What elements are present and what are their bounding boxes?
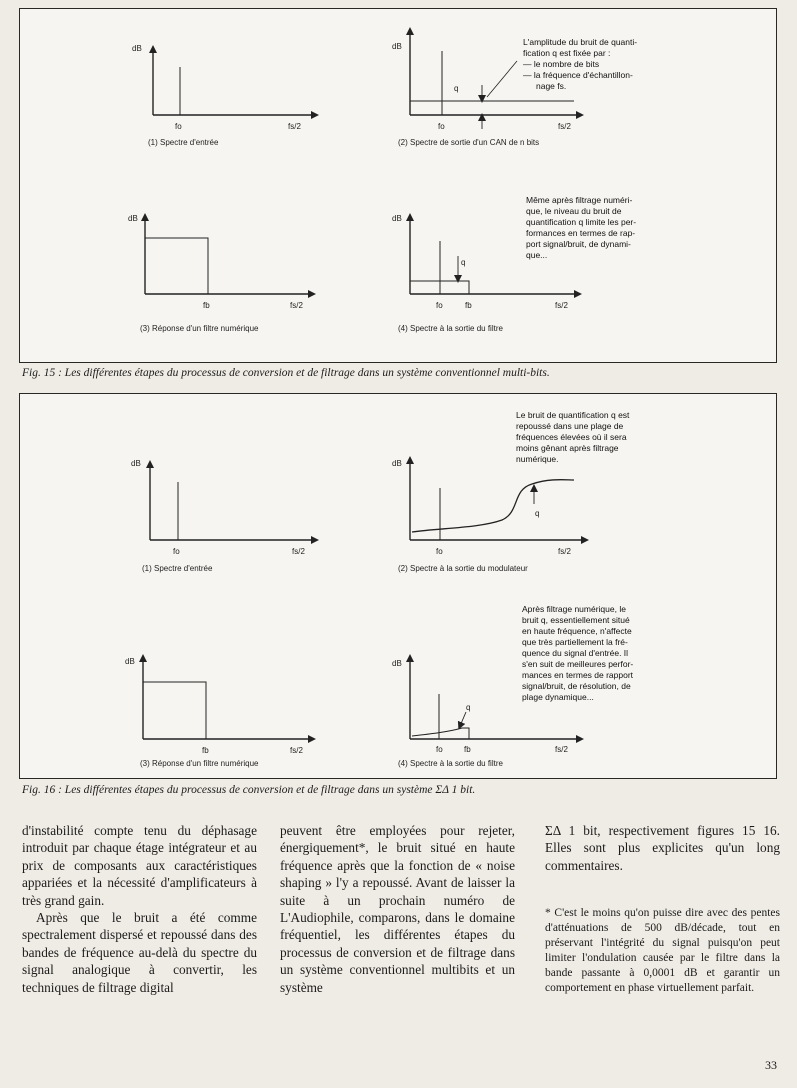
- note-line: numérique.: [516, 454, 559, 464]
- figure-15-diagram: [20, 9, 776, 362]
- note-line: nage fs.: [536, 81, 567, 91]
- panel-caption: (1) Spectre d'entrée: [142, 564, 213, 573]
- figure-15-caption: Fig. 15 : Les différentes étapes du processus de conversion et de filtrage dans un système conventionnel multi-bits.: [22, 367, 550, 379]
- fig16-panel-3: [125, 657, 312, 768]
- note-line: moins gênant après filtrage: [516, 443, 619, 453]
- filter-response: [143, 682, 206, 739]
- y-axis-label: dB: [392, 659, 402, 668]
- note-line: que très partiellement la fré-: [522, 637, 628, 647]
- tick-fo: fo: [436, 745, 443, 754]
- tick-fs2: fs/2: [558, 122, 571, 131]
- annotation-note: [522, 604, 634, 702]
- panel-caption: (2) Spectre à la sortie du modulateur: [398, 564, 528, 573]
- note-line: quantification q limite les per-: [526, 217, 637, 227]
- text-column-3: [545, 822, 780, 996]
- note-line: que...: [526, 250, 548, 260]
- annotation-note: [516, 410, 630, 464]
- panel-caption: (3) Réponse d'un filtre numérique: [140, 324, 259, 333]
- footnote: * C'est le moins qu'on puisse dire avec des pentes d'atténuations de 500 dB/décade, tout en préservant l'intégrité du signal puisqu'on peut limiter l'ondulation causée par le filtre dans la bande passante à 0,0001 dB et garantir un comportement en phase virtuellement parfait.: [545, 907, 780, 995]
- tick-fo: fo: [438, 122, 445, 131]
- tick-fo: fo: [175, 122, 182, 131]
- y-axis-label: dB: [128, 214, 138, 223]
- note-line: bruit q, essentiellement situé: [522, 615, 630, 625]
- note-line: mances en termes de rapport: [522, 670, 634, 680]
- paragraph: Après que le bruit a été comme spectralement dispersé et repoussé dans des bandes de fréquence au-delà du spectre du signal analogique à convertir, les techniques de filtrage digital: [22, 910, 257, 995]
- tick-fs2: fs/2: [558, 547, 571, 556]
- fig16-panel-4: [392, 604, 634, 768]
- tick-fo: fo: [173, 547, 180, 556]
- note-line: formances en termes de rap-: [526, 228, 636, 238]
- q-label: q: [535, 509, 540, 518]
- fig15-panel-3: [128, 214, 312, 333]
- filtered-noise: [412, 728, 469, 739]
- y-axis-label: dB: [392, 459, 402, 468]
- figure-16-caption: Fig. 16 : Les différentes étapes du processus de conversion et de filtrage dans un système ΣΔ 1 bit.: [22, 784, 476, 796]
- note-line: port signal/bruit, de dynami-: [526, 239, 631, 249]
- shaped-noise-curve: [412, 480, 574, 532]
- q-arrow: [460, 712, 466, 726]
- panel-caption: (1) Spectre d'entrée: [148, 138, 219, 147]
- y-axis-label: dB: [392, 214, 402, 223]
- paragraph: peuvent être employées pour rejeter, énergiquement*, le bruit situé en haute fréquence après que la fonction de « noise shaping » l'y a repoussé. Avant de laisser la suite à un prochain numéro de L'Audiophile, comparons, dans le domaine fréquentiel, les différentes étapes du processus de conversion et de filtrage dans un système conventionnel multibits et un système: [280, 823, 515, 995]
- figure-15: [19, 8, 777, 363]
- note-line: L'amplitude du bruit de quanti-: [523, 37, 638, 47]
- fig16-panel-1: [131, 459, 315, 573]
- tick-fs2: fs/2: [292, 547, 305, 556]
- tick-fb: fb: [465, 301, 472, 310]
- tick-fb: fb: [203, 301, 210, 310]
- fig15-panel-2: [392, 31, 637, 147]
- filter-response: [145, 238, 208, 294]
- paragraph: d'instabilité compte tenu du déphasage introduit par chaque étage intégrateur et au prix de composants aux caractéristiques appariées et la nécessité d'amplificateurs à très grand gain.: [22, 823, 257, 908]
- y-axis-label: dB: [392, 42, 402, 51]
- page-number: 33: [765, 1058, 777, 1072]
- fig15-panel-4: [392, 195, 636, 333]
- fig16-panel-2: [392, 410, 630, 573]
- q-label: q: [454, 84, 459, 93]
- note-line: Le bruit de quantification q est: [516, 410, 630, 420]
- tick-fs2: fs/2: [288, 122, 301, 131]
- note-line: que, le niveau du bruit de: [526, 206, 622, 216]
- note-line: plage dynamique...: [522, 692, 594, 702]
- tick-fs2: fs/2: [290, 301, 303, 310]
- tick-fs2: fs/2: [555, 745, 568, 754]
- y-axis-label: dB: [125, 657, 135, 666]
- note-line: Après filtrage numérique, le: [522, 604, 626, 614]
- figure-16: [19, 393, 777, 779]
- panel-caption: (2) Spectre de sortie d'un CAN de n bits: [398, 138, 540, 147]
- fig15-panel-1: [132, 44, 315, 147]
- tick-fb: fb: [464, 745, 471, 754]
- note-line: repoussé dans une plage de: [516, 421, 624, 431]
- figure-16-diagram: [20, 394, 776, 778]
- tick-fo: fo: [436, 301, 443, 310]
- note-line: en haute fréquence, n'affecte: [522, 626, 632, 636]
- tick-fs2: fs/2: [555, 301, 568, 310]
- text-column-1: [22, 822, 257, 996]
- text-column-2: [280, 822, 515, 996]
- panel-caption: (4) Spectre à la sortie du filtre: [398, 759, 503, 768]
- tick-fb: fb: [202, 746, 209, 755]
- annotation-note: [523, 37, 637, 91]
- paragraph: ΣΔ 1 bit, respectivement figures 15 16. Elles sont plus explicites qu'un long commentaires.: [545, 823, 780, 873]
- note-line: signal/bruit, de résolution, de: [522, 681, 631, 691]
- note-line: s'en suit de meilleures perfor-: [522, 659, 634, 669]
- note-line: fréquences élevées où il sera: [516, 432, 627, 442]
- note-line: Même après filtrage numéri-: [526, 195, 633, 205]
- y-axis-label: dB: [131, 459, 141, 468]
- tick-fo: fo: [436, 547, 443, 556]
- tick-fs2: fs/2: [290, 746, 303, 755]
- y-axis-label: dB: [132, 44, 142, 53]
- panel-caption: (3) Réponse d'un filtre numérique: [140, 759, 259, 768]
- note-line: — la fréquence d'échantillon-: [523, 70, 633, 80]
- note-line: quence du signal d'entrée. Il: [522, 648, 629, 658]
- annotation-note: [526, 195, 636, 260]
- q-label: q: [466, 703, 471, 712]
- q-label: q: [461, 258, 466, 267]
- panel-caption: (4) Spectre à la sortie du filtre: [398, 324, 503, 333]
- leader-line: [487, 61, 517, 97]
- note-line: — le nombre de bits: [523, 59, 600, 69]
- note-line: fication q est fixée par :: [523, 48, 611, 58]
